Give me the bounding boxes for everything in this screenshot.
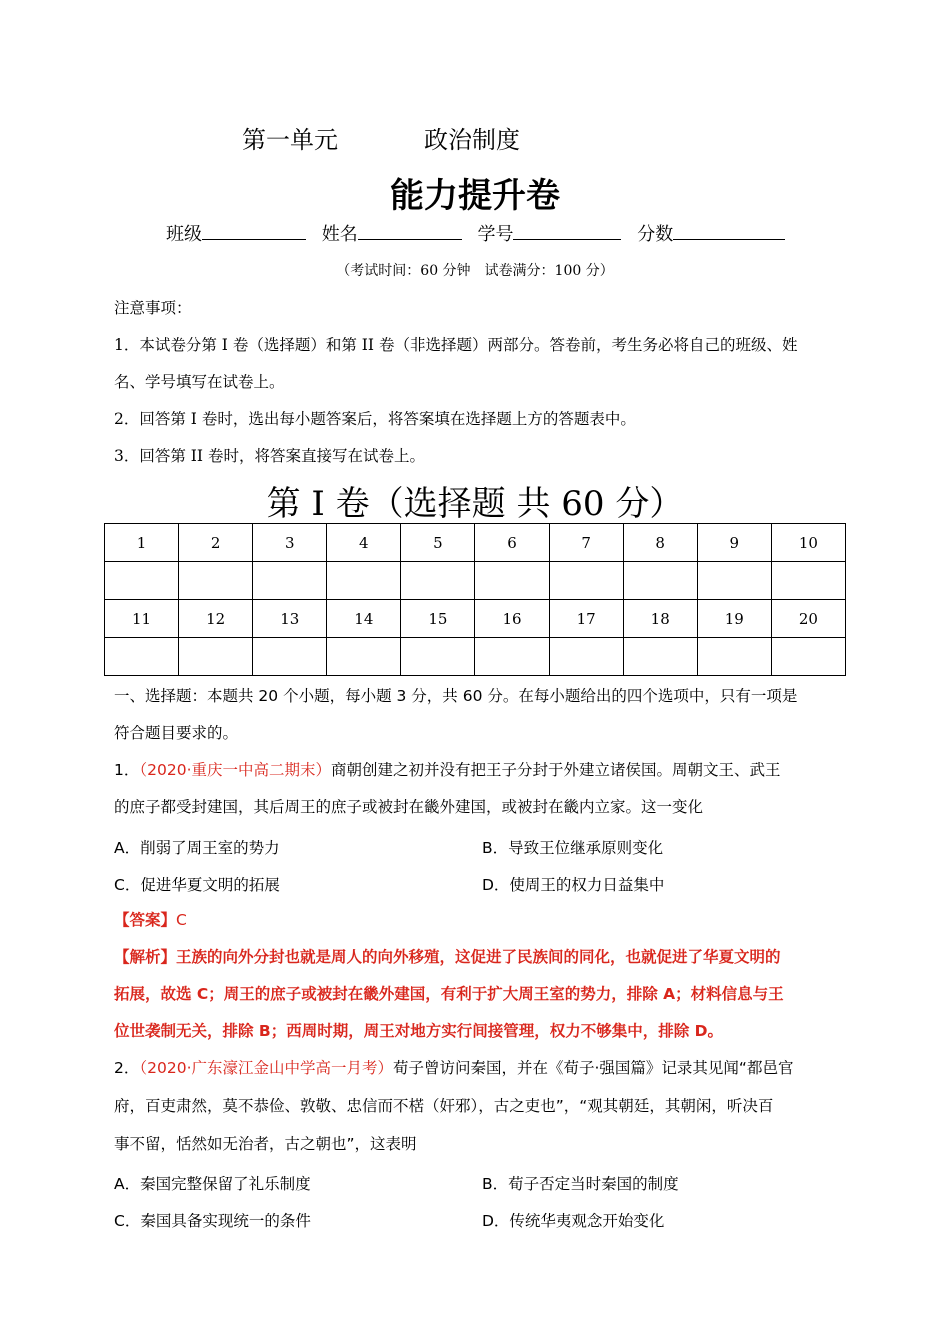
question-number-cell: 7 — [549, 524, 623, 562]
analysis-text: 拓展，故选 C；周王的庶子或被封在畿外建国，有利于扩大周王室的势力，排除 A；材料信息与王 — [114, 985, 784, 1003]
question-number: 1． — [114, 761, 140, 779]
answer-cell[interactable] — [549, 562, 623, 600]
question-number-cell: 8 — [623, 524, 697, 562]
question-number-cell: 16 — [475, 600, 549, 638]
answer-value: C — [176, 911, 187, 929]
question-number-cell: 6 — [475, 524, 549, 562]
note-item: 1．本试卷分第 I 卷（选择题）和第 II 卷（非选择题）两部分。答卷前，考生务必将自己的班级、姓 — [114, 336, 798, 354]
question-2-text: 府，百吏肃然，莫不恭俭、敦敬、忠信而不楛（奸邪），古之吏也”，“观其朝廷，其朝闲，听决百 — [114, 1097, 774, 1115]
section-title: 第 I 卷（选择题 共 60 分） — [266, 484, 684, 524]
question-text: 商朝创建之初并没有把王子分封于外建立诸侯国。周朝文王、武王 — [331, 761, 781, 779]
exam-info: （考试时间：60 分钟 试卷满分：100 分） — [336, 263, 614, 279]
instructions-line: 符合题目要求的。 — [114, 724, 239, 742]
analysis-label: 【解析】 — [114, 948, 177, 966]
question-number-cell: 2 — [179, 524, 253, 562]
question-number-cell: 18 — [623, 600, 697, 638]
question-source: （2020·广东濠江金山中学高一月考） — [139, 1059, 393, 1077]
question-number-cell: 11 — [105, 600, 179, 638]
answer-cell[interactable] — [475, 562, 549, 600]
question-1-line — [114, 760, 781, 780]
note-item: 3．回答第 II 卷时，将答案直接写在试卷上。 — [114, 447, 425, 465]
field-name-label: 姓名 — [321, 224, 358, 245]
answer-label: 【答案】 — [114, 911, 177, 929]
answer-line — [114, 910, 187, 930]
answer-cell[interactable] — [327, 562, 401, 600]
question-number-cell: 4 — [327, 524, 401, 562]
unit-subject: 政治制度 — [424, 126, 520, 154]
question-number-cell: 10 — [771, 524, 845, 562]
answer-cell[interactable] — [771, 638, 845, 676]
question-number-cell: 20 — [771, 600, 845, 638]
table-row — [105, 524, 846, 562]
analysis-text: 王族的向外分封也就是周人的向外移殖，这促进了民族间的同化，也就促进了华夏文明的 — [176, 948, 781, 966]
table-row — [105, 600, 846, 638]
answer-cell[interactable] — [771, 562, 845, 600]
option-a[interactable]: A．秦国完整保留了礼乐制度 — [114, 1175, 311, 1193]
note-item: 2．回答第 I 卷时，选出每小题答案后，将答案填在选择题上方的答题表中。 — [114, 410, 636, 428]
unit-heading — [242, 120, 520, 155]
answer-cell[interactable] — [401, 638, 475, 676]
question-number-cell: 13 — [253, 600, 327, 638]
table-row — [105, 638, 846, 676]
question-number: 2． — [114, 1059, 140, 1077]
notes-heading: 注意事项： — [114, 299, 192, 317]
answer-cell[interactable] — [327, 638, 401, 676]
field-id-blank[interactable] — [513, 223, 621, 240]
table-row — [105, 562, 846, 600]
answer-cell[interactable] — [253, 638, 327, 676]
unit-label: 第一单元 — [242, 126, 338, 154]
field-id-label: 学号 — [477, 224, 514, 245]
analysis-text: 位世袭制无关，排除 B；西周时期，周王对地方实行间接管理，权力不够集中，排除 D。 — [114, 1022, 723, 1040]
question-number-cell: 15 — [401, 600, 475, 638]
question-1-text: 的庶子都受封建国，其后周王的庶子或被封在畿外建国，或被封在畿内立家。这一变化 — [114, 798, 704, 816]
field-score-blank[interactable] — [673, 223, 785, 240]
answer-cell[interactable] — [623, 638, 697, 676]
analysis-line — [114, 947, 781, 967]
answer-cell[interactable] — [105, 638, 179, 676]
answer-cell[interactable] — [549, 638, 623, 676]
question-number-cell: 3 — [253, 524, 327, 562]
question-2-line — [114, 1058, 793, 1078]
option-b[interactable]: B．导致王位继承原则变化 — [482, 839, 664, 857]
answer-table — [104, 523, 846, 676]
question-source: （2020·重庆一中高二期末） — [139, 761, 331, 779]
answer-cell[interactable] — [105, 562, 179, 600]
option-d[interactable]: D．传统华夷观念开始变化 — [482, 1212, 665, 1230]
question-2-text: 事不留，恬然如无治者，古之朝也”，这表明 — [114, 1135, 417, 1153]
field-class-label: 班级 — [166, 224, 202, 245]
answer-cell[interactable] — [475, 638, 549, 676]
question-number-cell: 5 — [401, 524, 475, 562]
note-item: 名、学号填写在试卷上。 — [114, 373, 285, 391]
field-class-blank[interactable] — [202, 223, 306, 240]
field-name-blank[interactable] — [358, 223, 462, 240]
option-c[interactable]: C．秦国具备实现统一的条件 — [114, 1212, 311, 1230]
answer-cell[interactable] — [401, 562, 475, 600]
student-info-fields — [166, 220, 795, 246]
answer-cell[interactable] — [253, 562, 327, 600]
answer-cell[interactable] — [697, 562, 771, 600]
question-number-cell: 17 — [549, 600, 623, 638]
question-number-cell: 19 — [697, 600, 771, 638]
question-number-cell: 12 — [179, 600, 253, 638]
option-b[interactable]: B．荀子否定当时秦国的制度 — [482, 1175, 679, 1193]
option-d[interactable]: D．使周王的权力日益集中 — [482, 876, 665, 894]
question-number-cell: 9 — [697, 524, 771, 562]
option-a[interactable]: A．削弱了周王室的势力 — [114, 839, 280, 857]
page-title: 能力提升卷 — [390, 176, 560, 216]
answer-cell[interactable] — [697, 638, 771, 676]
option-c[interactable]: C．促进华夏文明的拓展 — [114, 876, 280, 894]
answer-cell[interactable] — [179, 562, 253, 600]
instructions-line: 一、选择题：本题共 20 个小题，每小题 3 分，共 60 分。在每小题给出的四个选项中，只有一项是 — [114, 687, 798, 705]
field-score-label: 分数 — [637, 224, 674, 245]
answer-cell[interactable] — [623, 562, 697, 600]
question-number-cell: 1 — [105, 524, 179, 562]
question-text: 荀子曾访问秦国，并在《荀子·强国篇》记录其见闻“都邑官 — [393, 1059, 794, 1077]
question-number-cell: 14 — [327, 600, 401, 638]
answer-cell[interactable] — [179, 638, 253, 676]
